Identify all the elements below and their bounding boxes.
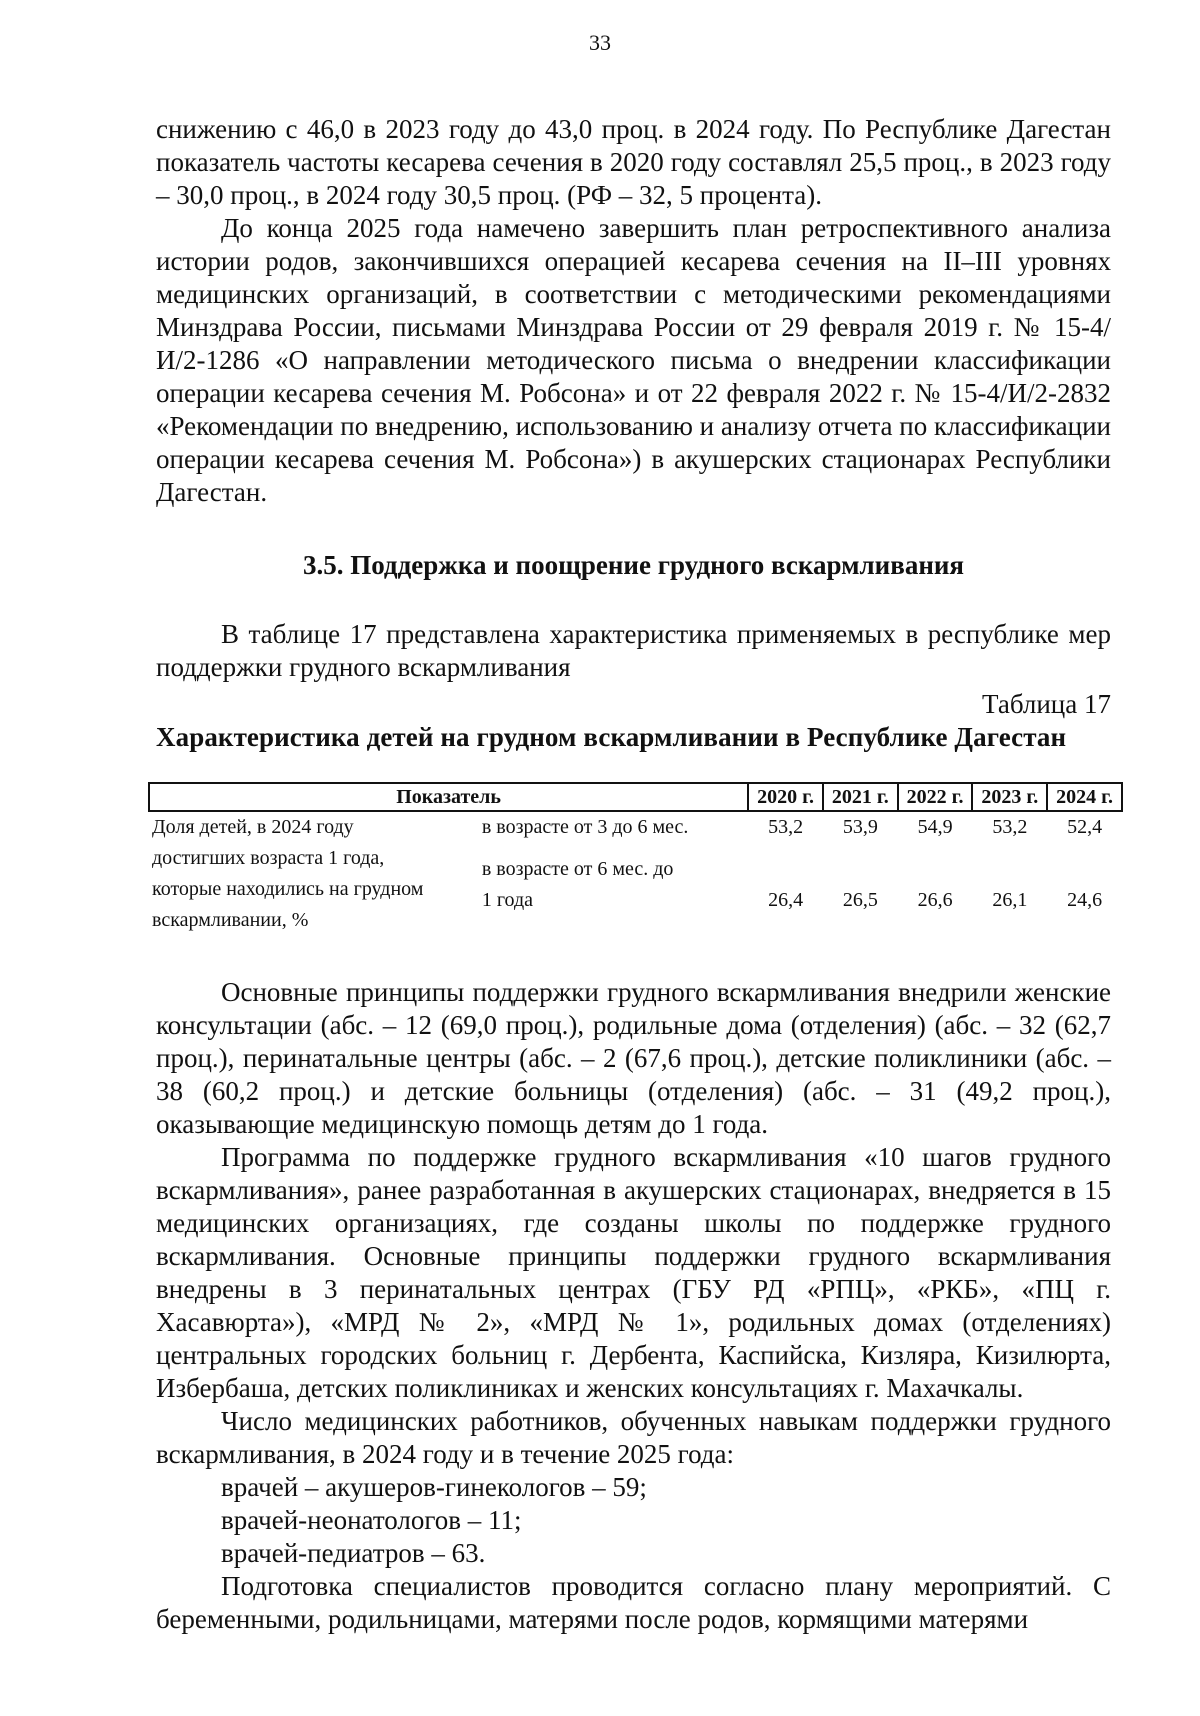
document-body: [152, 113, 1113, 1636]
list-item: врачей-педиатров – 63.: [221, 1538, 486, 1568]
list-item: врачей-неонатологов – 11;: [221, 1505, 522, 1535]
column-header-indicator: Показатель: [149, 783, 748, 811]
age-group-line: в возрасте от 3 до 6 мес.: [481, 816, 689, 838]
column-header-year: 2022 г.: [898, 783, 973, 811]
value-cell: 53,2: [992, 816, 1028, 838]
value-cell: 26,6: [917, 888, 953, 911]
table-intro: В таблице 17 представлена характеристика применяемых в республике мер поддержки грудного вскармливания: [156, 619, 1111, 682]
breastfeeding-table: [148, 782, 1123, 936]
age-group-cell: [479, 811, 748, 854]
value-cell: 54,9: [917, 816, 953, 838]
indicator-line: достигших возраста 1 года,: [152, 847, 385, 869]
paragraph-trained-staff: Число медицинских работников, обученных навыкам поддержки грудного вскармливания, в 2024 году и в течение 2025 года:: [156, 1406, 1111, 1469]
list-item: врачей – акушеров-гинекологов – 59;: [221, 1472, 647, 1502]
paragraph-training: Подготовка специалистов проводится согласно плану мероприятий. С беременными, родильницами, матерями после родов, кормящими матерями: [156, 1571, 1111, 1634]
indicator-line: Доля детей, в 2024 году: [152, 816, 354, 838]
age-group-line: 1 года: [481, 888, 534, 911]
value-cell: 26,4: [768, 888, 804, 911]
page-number: 33: [589, 30, 611, 55]
column-header-year: 2024 г.: [1047, 783, 1122, 811]
paragraph-robson-analysis: До конца 2025 года намечено завершить план ретроспективного анализа истории родов, закончившихся операцией кесарева сечения на II–III уровнях медицинских организаций, в соответствии с методическими рекомендациями Минздрава России, письмами Минздрава России от 29 февраля 2019 г. № 15-4/И/2-1286 «О направлении методического письма о внедрении классификации операции кесарева сечения М. Робсона» и от 22 февраля 2022 г. № 15-4/И/2-2832 «Рекомендации по внедрению, использованию и анализу отчета по классификации операции кесарева сечения М. Робсона») в акушерских стационарах Республики Дагестан.: [156, 213, 1111, 507]
value-cell: 53,9: [842, 816, 878, 838]
paragraph-principles: Основные принципы поддержки грудного вскармливания внедрили женские консультации (абс. – 12 (69,0 проц.), родильные дома (отделения) (абс. – 32 (62,7 проц.), перинатальные центры (абс. – 2 (67,6 проц.), детские поликлиники (абс. – 38 (60,2 проц.) и детские больницы (отделения) (абс. – 31 (49,2 проц.), оказывающие медицинскую помощь детям до 1 года.: [156, 977, 1111, 1139]
value-cell: 52,4: [1067, 816, 1103, 838]
table-title: Характеристика детей на грудном вскармливании в Республике Дагестан: [156, 722, 1067, 752]
age-group-cell: [479, 854, 748, 936]
value-cell: 24,6: [1067, 888, 1103, 911]
section-title: 3.5. Поддержка и поощрение грудного вскармливания: [302, 550, 965, 580]
paragraph-program: Программа по поддержке грудного вскармливания «10 шагов грудного вскармливания», ранее разработанная в акушерских стационарах, внедряется в 15 медицинских организациях, где созданы школы по поддержке грудного вскармливания. Основные принципы поддержки грудного вскармливания внедрены в 3 перинатальных центрах (ГБУ РД «РПЦ», «РКБ», «ПЦ г. Хасавюрта»), «МРД № 2», «МРД № 1», родильных домах (отделениях) центральных городских больниц г. Дербента, Каспийска, Кизляра, Кизилюрта, Избербаша, детских поликлиниках и женских консультациях г. Махачкалы.: [156, 1142, 1111, 1403]
value-cell: 53,2: [768, 816, 804, 838]
indicator-cell: [149, 811, 479, 936]
table-header-row: [149, 783, 1122, 811]
indicator-line: которые находились на грудном: [152, 878, 424, 900]
column-header-year: 2020 г.: [748, 783, 823, 811]
column-header-year: 2023 г.: [972, 783, 1047, 811]
paragraph-cesarean-stats: снижению с 46,0 в 2023 году до 43,0 проц. в 2024 году. По Республике Дагестан показатель частоты кесарева сечения в 2020 году составлял 25,5 проц., в 2023 году – 30,0 проц., в 2024 году 30,5 проц. (РФ – 32, 5 процента).: [156, 114, 1111, 210]
column-header-year: 2021 г.: [823, 783, 898, 811]
age-group-line: в возрасте от 6 мес. до: [481, 857, 674, 880]
value-cell: 26,1: [992, 888, 1028, 911]
value-cell: 26,5: [842, 888, 878, 911]
table-row: [149, 811, 1122, 854]
indicator-line: вскармливании, %: [152, 909, 309, 931]
table-label: Таблица 17: [982, 689, 1111, 719]
